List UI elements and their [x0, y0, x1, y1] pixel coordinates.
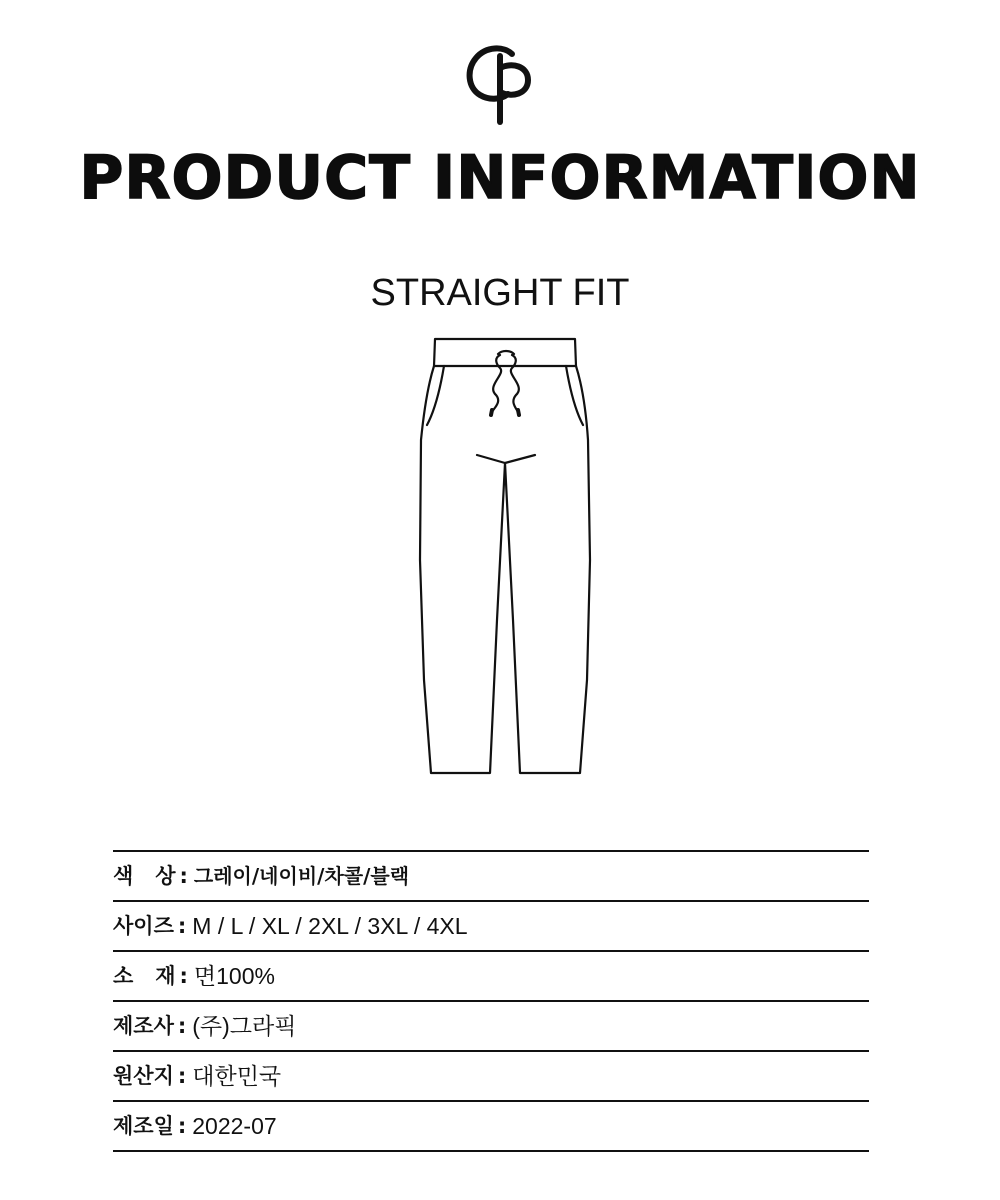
info-row-manufacturer [113, 1002, 869, 1052]
info-value-size: M / L / XL / 2XL / 3XL / 4XL [192, 913, 468, 939]
info-value-manufacture-date: 2022-07 [192, 1113, 277, 1139]
info-separator: : [177, 1064, 187, 1088]
info-row-origin [113, 1052, 869, 1102]
info-separator: : [179, 964, 188, 988]
info-value-origin: 대한민국 [192, 1063, 282, 1089]
info-value-material: 면100% [193, 963, 275, 989]
info-label-origin: 원산지 [113, 1064, 174, 1088]
info-value-manufacturer: (주)그라픽 [192, 1013, 297, 1039]
gp-logo-icon [460, 40, 540, 130]
info-separator: : [177, 1114, 187, 1138]
straight-fit-pants-icon [400, 330, 600, 790]
info-separator: : [177, 1014, 187, 1038]
info-row-manufacture-date [113, 1102, 869, 1152]
info-row-material [113, 952, 869, 1002]
page-title: PRODUCT INFORMATION [79, 143, 921, 213]
info-label-size: 사이즈 [113, 914, 174, 938]
info-row-color [113, 852, 869, 902]
info-row-size [113, 902, 869, 952]
product-info-table [113, 850, 869, 1152]
fit-title: STRAIGHT FIT [370, 272, 630, 314]
info-separator: : [179, 864, 188, 888]
info-label-manufacturer: 제조사 [113, 1014, 174, 1038]
info-label-color: 색 상 [113, 864, 176, 888]
info-label-material: 소 재 [113, 964, 176, 988]
info-value-color: 그레이/네이비/차콜/블랙 [193, 864, 410, 888]
info-label-manufacture-date: 제조일 [113, 1114, 174, 1138]
info-separator: : [177, 914, 187, 938]
